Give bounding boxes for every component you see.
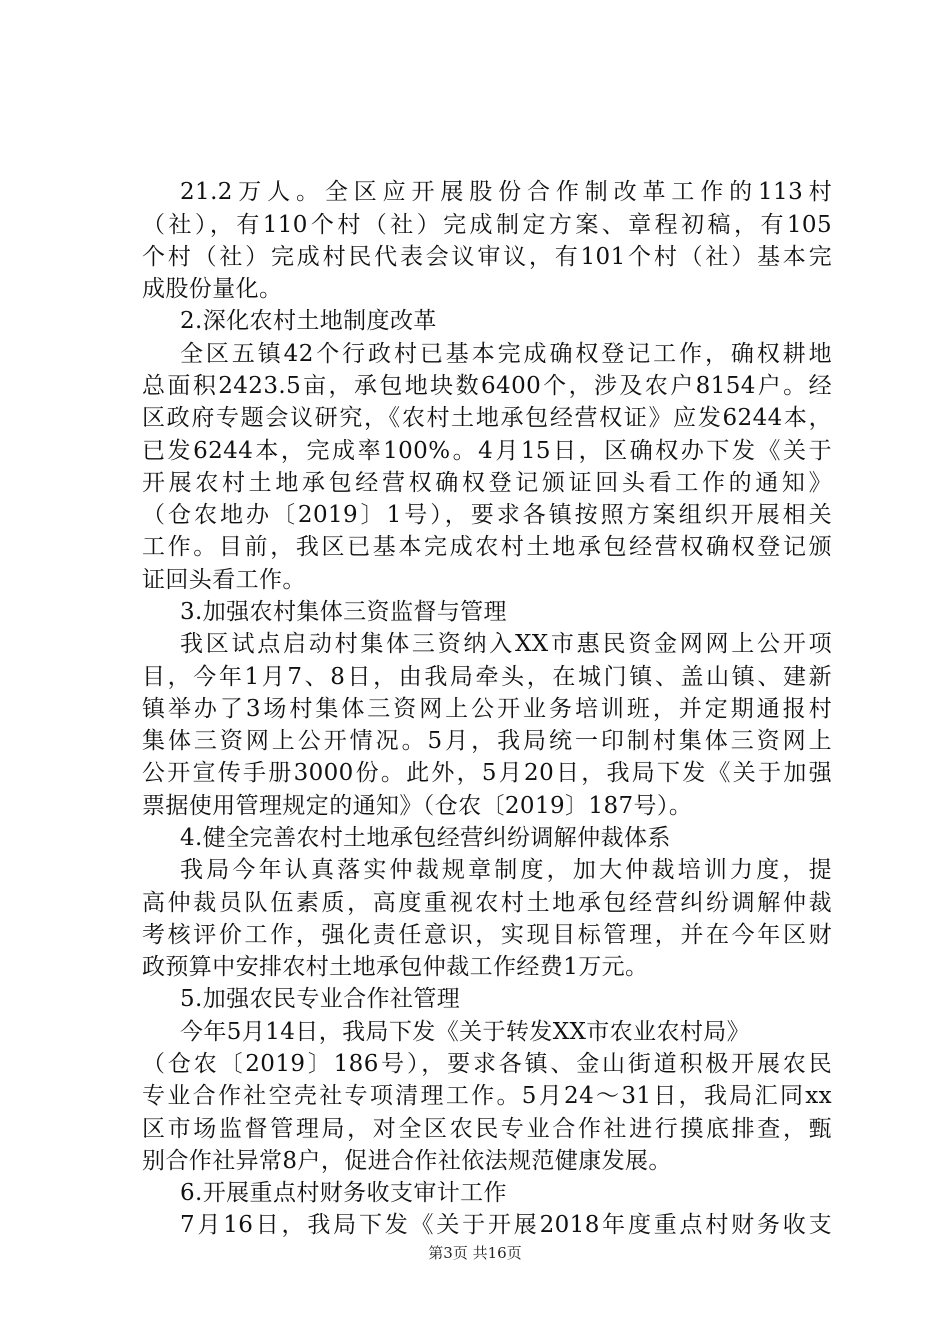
paragraph-line: 开展农村土地承包经营权确权登记颁证回头看工作的通知》 <box>142 470 832 496</box>
paragraph-line: 个村（社）完成村民代表会议审议，有101个村（社）基本完 <box>142 244 832 270</box>
page-number: 第3页 共16页 <box>428 1244 522 1262</box>
paragraph-line: 已发6244本，完成率100%。4月15日，区确权办下发《关于 <box>142 438 832 464</box>
paragraph-line: 区市场监督管理局，对全区农民专业合作社进行摸底排查，甄 <box>142 1116 832 1142</box>
paragraph-line: 票据使用管理规定的通知》（仓农〔2019〕187号）。 <box>142 793 693 819</box>
paragraph-line: 考核评价工作，强化责任意识，实现目标管理，并在今年区财 <box>142 922 832 948</box>
paragraph-line: 证回头看工作。 <box>142 567 306 593</box>
paragraph-line: 集体三资网上公开情况。5月，我局统一印制村集体三资网上 <box>142 728 832 754</box>
paragraph-line: 成股份量化。 <box>142 276 283 302</box>
paragraph-line: （社），有110个村（社）完成制定方案、章程初稿，有105 <box>142 212 832 238</box>
paragraph-line: 专业合作社空壳社专项清理工作。5月24～31日，我局汇同xx <box>142 1083 832 1109</box>
paragraph-line: 21.2万人。全区应开展股份合作制改革工作的113村 <box>180 179 832 205</box>
paragraph-line: 政预算中安排农村土地承包仲裁工作经费1万元。 <box>142 954 649 980</box>
paragraph-line: （仓农〔2019〕186号），要求各镇、金山街道积极开展农民 <box>142 1051 832 1077</box>
paragraph-line: 我局今年认真落实仲裁规章制度，加大仲裁培训力度，提 <box>180 857 832 883</box>
paragraph-line: 区政府专题会议研究，《农村土地承包经营权证》应发6244本， <box>142 405 832 431</box>
paragraph-line: 全区五镇42个行政村已基本完成确权登记工作，确权耕地 <box>180 341 832 367</box>
paragraph-line: 目，今年1月7、8日，由我局牵头，在城门镇、盖山镇、建新 <box>142 664 832 690</box>
paragraph-line: 镇举办了3场村集体三资网上公开业务培训班，并定期通报村 <box>142 696 832 722</box>
section-heading: 5.加强农民专业合作社管理 <box>180 986 461 1012</box>
section-heading: 3.加强农村集体三资监督与管理 <box>180 599 507 625</box>
paragraph-line: 我区试点启动村集体三资纳入XX市惠民资金网网上公开项 <box>180 631 832 657</box>
section-heading: 6.开展重点村财务收支审计工作 <box>180 1180 507 1206</box>
paragraph-line: 工作。目前，我区已基本完成农村土地承包经营权确权登记颁 <box>142 534 832 560</box>
paragraph-line: 总面积2423.5亩，承包地块数6400个，涉及农户8154户。经 <box>142 373 832 399</box>
section-heading: 2.深化农村土地制度改革 <box>180 308 437 334</box>
page-footer <box>0 1243 950 1263</box>
paragraph-line: 今年5月14日，我局下发《关于转发XX市农业农村局》 <box>180 1019 751 1045</box>
paragraph-line: 高仲裁员队伍素质，高度重视农村土地承包经营纠纷调解仲裁 <box>142 890 832 916</box>
paragraph-line: 公开宣传手册3000份。此外，5月20日，我局下发《关于加强 <box>142 760 832 786</box>
paragraph-line: 7月16日，我局下发《关于开展2018年度重点村财务收支 <box>180 1212 832 1238</box>
section-heading: 4.健全完善农村土地承包经营纠纷调解仲裁体系 <box>180 825 671 851</box>
paragraph-line: 别合作社异常8户，促进合作社依法规范健康发展。 <box>142 1148 672 1174</box>
paragraph-line: （仓农地办〔2019〕1号），要求各镇按照方案组织开展相关 <box>142 502 832 528</box>
